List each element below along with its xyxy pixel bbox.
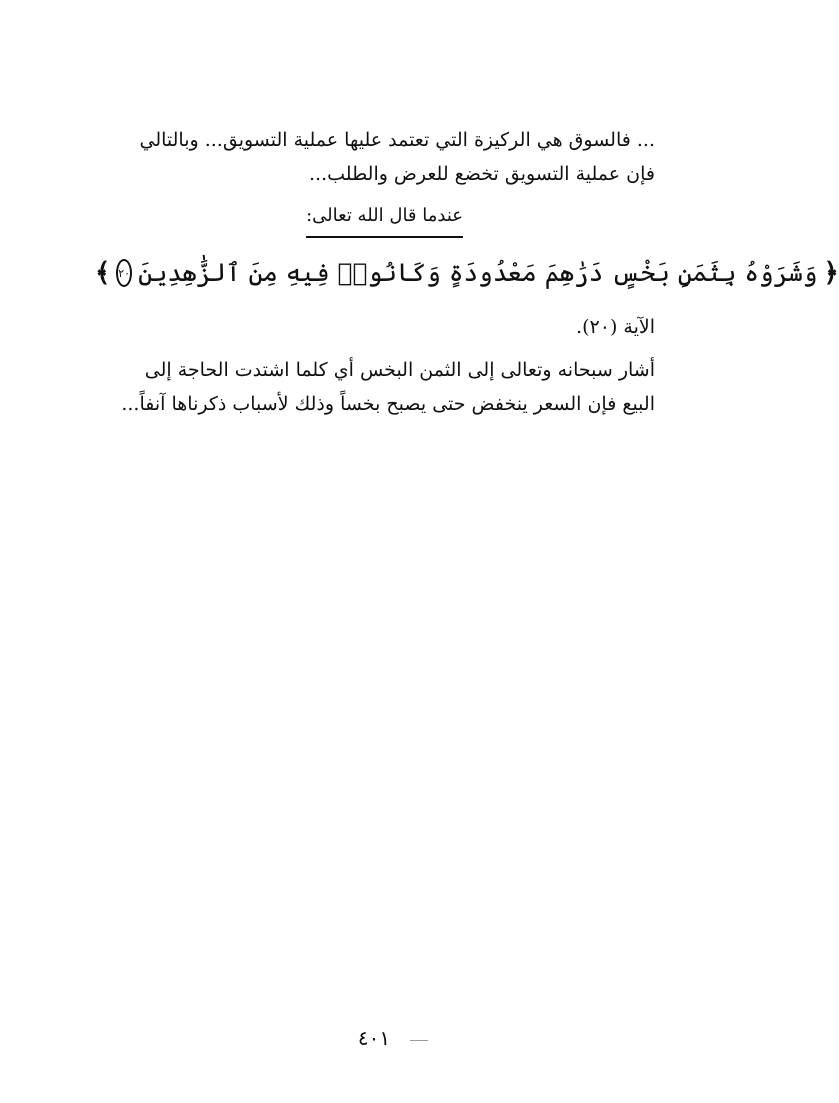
page-number: ٤٠١ [357,1026,391,1050]
verse-intro-heading: عندما قال الله تعالى: [306,202,463,238]
paragraph-2-line-1: أشار سبحانه وتعالى إلى الثمن البخس أي كلما اشتدت الحاجة إلى [144,359,655,381]
verse-open-bracket: ﴿ [823,258,839,288]
verse-text: وَشَرَوْهُ بِثَمَنٍ بَخْسٍ دَرَٰهِمَ مَعْدُودَةٍ وَكَانُوا۟ فِيهِ مِنَ ٱلزَّٰهِدِينَ [138,258,818,287]
ayah-reference: الآية (٢٠). [576,316,655,338]
quran-verse [95,248,839,298]
paragraph-1-line-1: ... فالسوق هي الركيزة التي تعتمد عليها عملية التسويق... وبالتالي [139,129,655,151]
paragraph-1-line-2: فإن عملية التسويق تخضع للعرض والطلب... [309,163,655,185]
paragraph-2-line-2: البيع فإن السعر ينخفض حتى يصبح بخساً وذلك لأسباب ذكرناها آنفاً... [121,393,655,415]
verse-close-bracket: ﴾ [95,258,111,288]
page-number-rule [410,1040,428,1041]
ayah-number-icon: ٢٠ [116,259,132,287]
